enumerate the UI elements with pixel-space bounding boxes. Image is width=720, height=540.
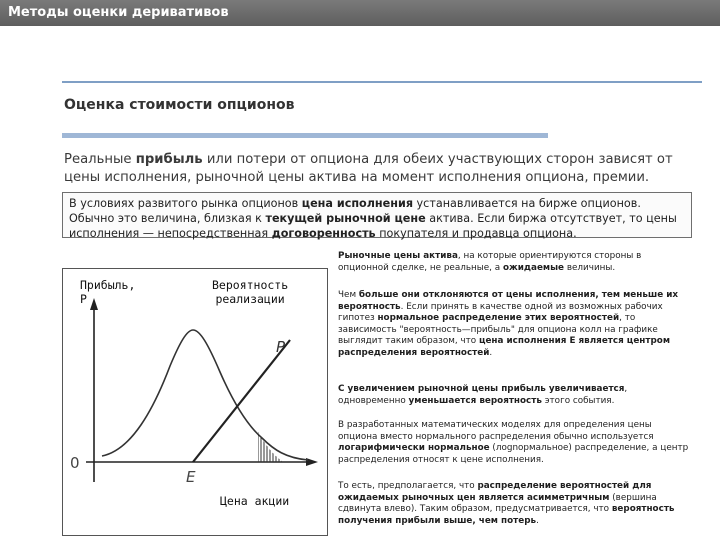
p1-text-1: , на которые ориентируются стороны в опционной сделке, не реальные, а: [338, 251, 642, 273]
box-text-4: покупателя и продавца опциона.: [375, 227, 577, 240]
p5-text-3: .: [536, 515, 539, 526]
p4-bold-1: логарифмически нормальное: [338, 443, 490, 454]
p3-text-1: , одновременно: [338, 384, 628, 406]
paragraph-price-increase: [338, 384, 692, 407]
p2-text-1: Чем: [338, 290, 359, 300]
p5-bold-1: распределение вероятностей для ожидаемых рыночных цен является асимметричным: [338, 481, 652, 503]
y-axis-label-line2: P: [80, 292, 87, 306]
intro-paragraph: [64, 151, 704, 187]
p1-text-2: величины.: [564, 262, 616, 273]
probability-label-line1: Вероятность: [212, 278, 289, 292]
p5-text-1: То есть, предполагается, что: [338, 481, 478, 491]
p4-text-2: (лognормальное) распределение, а центр распределения относят к цене исполнения.: [338, 443, 689, 465]
intro-text-2: или потери от опциона для обеих участвующих сторон зависят от цены исполнения, рыночной цены актива на момент исполнения опциона, премии.: [64, 152, 673, 185]
header-title: Методы оценки деривативов: [8, 5, 229, 20]
p3-text-2: этого события.: [541, 395, 615, 406]
box-text-2: устанавливается на бирже опционов. Обычно это величина, близкая к: [69, 197, 641, 225]
paragraph-lognormal: [338, 420, 692, 466]
strike-price-label: E: [186, 468, 196, 486]
title-rule-bottom: [62, 133, 548, 138]
intro-text-1: Реальные: [64, 152, 136, 167]
box-text-1: В условиях развитого рынка опционов: [69, 197, 302, 210]
p1-bold-2: ожидаемые: [502, 262, 565, 273]
p2-text-3: , то зависимость "вероятность—прибыль" для опциона колл на графике выглядит таким образом, что: [338, 313, 658, 347]
box-bold-2: текущей рыночной цене: [265, 212, 426, 225]
y-axis-label-line1: Прибыль,: [80, 278, 136, 292]
p3-bold-2: уменьшается вероятность: [408, 395, 542, 406]
p2-text-2: . Если принять в качестве одной из возможных рабочих гипотез: [338, 301, 663, 324]
probability-profit-diagram: [62, 268, 328, 536]
box-bold-1: цена исполнения: [301, 197, 413, 210]
profit-line-label: P: [276, 338, 286, 356]
box-bold-3: договоренность: [271, 227, 376, 240]
p3-bold-1: С увеличением рыночной цены прибыль увеличивается: [338, 384, 625, 394]
slide-subtitle: Оценка стоимости опционов: [64, 97, 295, 113]
intro-bold-profit: прибыль: [135, 152, 203, 167]
paragraph-deviation: [338, 290, 692, 360]
p2-bold-2: нормальное распределение этих вероятностей: [377, 313, 620, 324]
box-text-3: актива. Если биржа отсутствует, то цены исполнения — непосредственная: [69, 212, 677, 240]
p2-text-4: .: [489, 347, 493, 358]
p5-text-2: (вершина сдвинута влево). Таким образом, предусматривается, что: [338, 492, 657, 515]
p1-bold-1: Рыночные цены актива: [338, 251, 458, 261]
y-axis-label: [80, 278, 135, 306]
title-rule-top: [62, 81, 702, 83]
p2-bold-3: цена исполнения Е является центром распределения вероятностей: [338, 336, 671, 358]
header-bar: [0, 0, 720, 26]
paragraph-market-prices: [338, 251, 692, 274]
strike-price-box: [62, 192, 692, 238]
probability-label-line2: реализации: [215, 292, 285, 306]
paragraph-asymmetric: [338, 481, 692, 527]
p5-bold-2: вероятность получения прибыли выше, чем потерь: [338, 504, 675, 526]
p4-text-1: В разработанных математических моделях для определения цены опциона вместо нормального распределения обычно используется: [338, 420, 654, 442]
origin-label: 0: [70, 454, 80, 472]
p2-bold-1: больше они отклоняются от цены исполнения, тем меньше их вероятность: [338, 290, 679, 312]
probability-label: [212, 278, 288, 306]
x-axis-label: Цена акции: [220, 494, 290, 508]
